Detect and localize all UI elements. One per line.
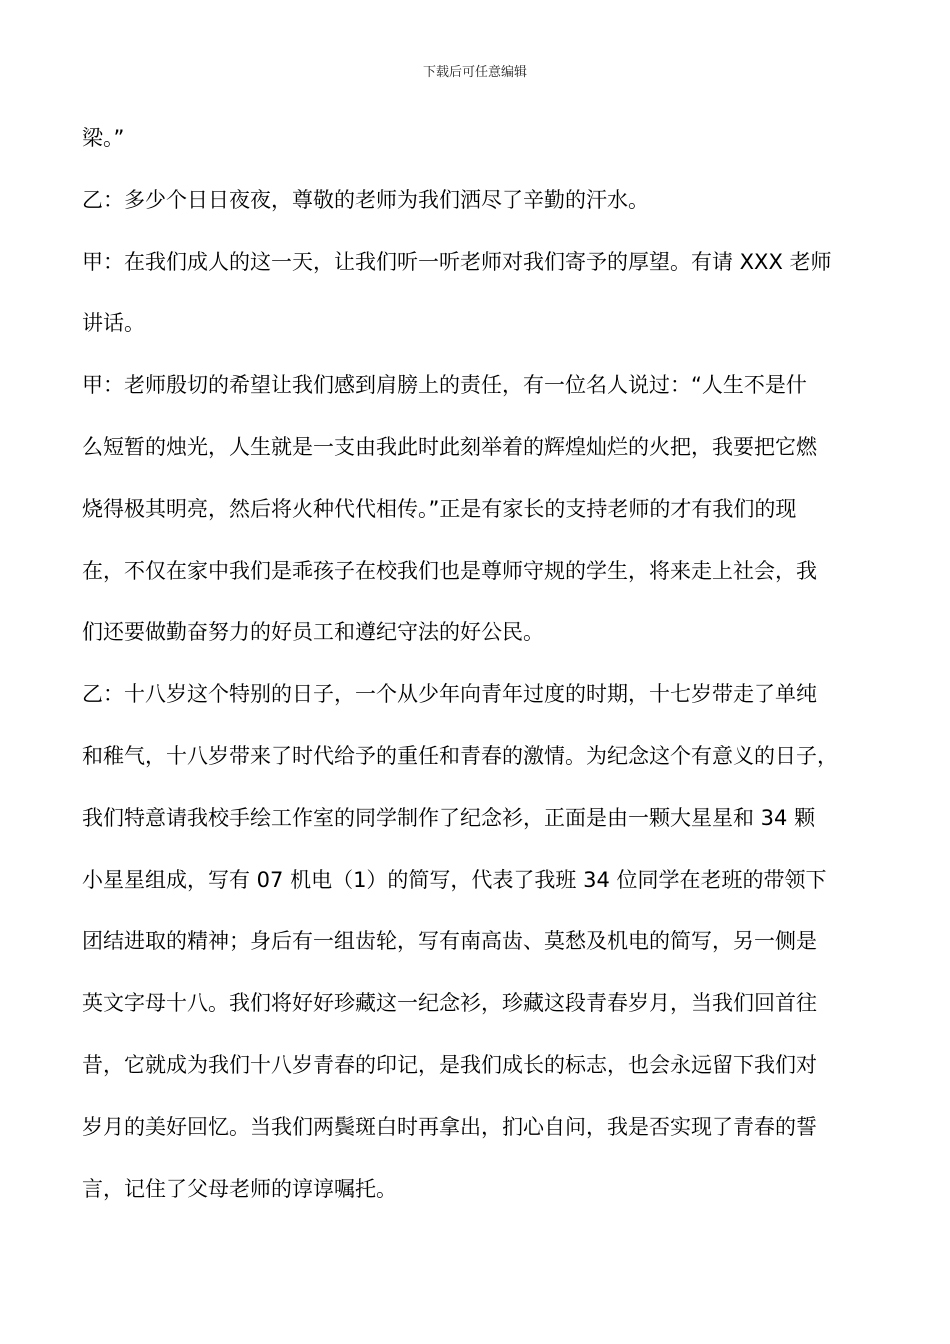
text-line: 么短暂的烛光，人生就是一支由我此时此刻举着的辉煌灿烂的火把，我要把它燃 [82, 434, 817, 459]
text-line: 英文字母十八。我们将好好珍藏这一纪念衫，珍藏这段青春岁月，当我们回首往 [82, 991, 817, 1016]
text-line: 小星星组成，写有 07 机电（1）的简写，代表了我班 34 位同学在老班的带领下 [82, 867, 827, 892]
text-line: 烧得极其明亮，然后将火种代代相传。”正是有家长的支持老师的才有我们的现 [82, 496, 797, 521]
text-line: 讲话。 [82, 311, 145, 336]
document-body [82, 108, 882, 1220]
page-header: 下载后可任意编辑 [422, 65, 527, 80]
text-line: 乙：多少个日日夜夜，尊敬的老师为我们洒尽了辛勤的汗水。 [82, 187, 649, 212]
text-line: 团结进取的精神；身后有一组齿轮，写有南高齿、莫愁及机电的简写，另一侧是 [82, 929, 817, 954]
text-line: 岁月的美好回忆。当我们两鬓斑白时再拿出，扪心自问，我是否实现了青春的誓 [82, 1114, 817, 1139]
text-line: 乙：十八岁这个特别的日子，一个从少年向青年过度的时期，十七岁带走了单纯 [82, 682, 817, 707]
text-line: 昔，它就成为我们十八岁青春的印记，是我们成长的标志，也会永远留下我们对 [82, 1052, 817, 1077]
text-line: 在，不仅在家中我们是乖孩子在校我们也是尊师守规的学生，将来走上社会，我 [82, 558, 817, 583]
text-line: 甲：老师殷切的希望让我们感到肩膀上的责任，有一位名人说过：“人生不是什 [82, 373, 807, 398]
text-line: 和稚气，十八岁带来了时代给予的重任和青春的激情。为纪念这个有意义的日子， [82, 743, 838, 768]
text-line: 我们特意请我校手绘工作室的同学制作了纪念衫，正面是由一颗大星星和 34 颗 [82, 805, 816, 830]
text-line: 甲：在我们成人的这一天，让我们听一听老师对我们寄予的厚望。有请 XXX 老师 [82, 249, 832, 274]
text-line: 梁。” [82, 126, 125, 150]
text-line: 言，记住了父母老师的谆谆嘱托。 [82, 1176, 397, 1201]
text-line: 们还要做勤奋努力的好员工和遵纪守法的好公民。 [82, 620, 544, 645]
